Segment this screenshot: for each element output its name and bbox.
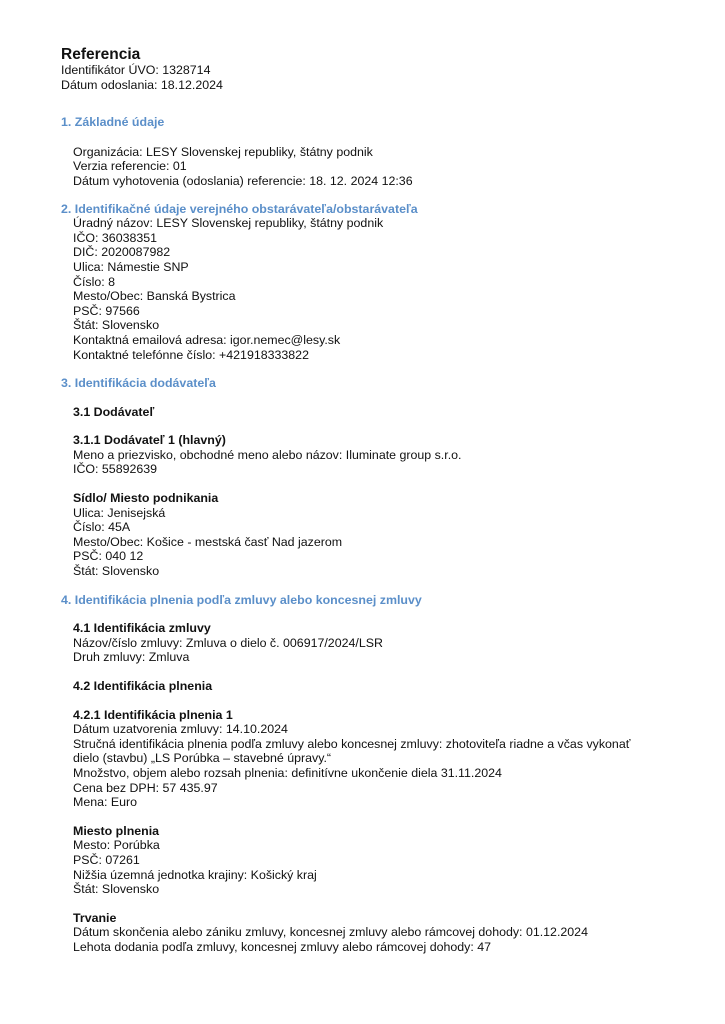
place-city-line: Mesto: Porúbka <box>73 838 160 853</box>
seat-heading: Sídlo/ Miesto podnikania <box>73 491 219 506</box>
seat-country-line: Štát: Slovensko <box>73 564 160 579</box>
delivery-period-line: Lehota dodania podľa zmluvy, koncesnej zmluvy alebo rámcovej dohody: 47 <box>73 939 492 954</box>
supplier-subheading: 3.1 Dodávateľ <box>73 404 155 419</box>
number-line: Číslo: 8 <box>73 274 116 289</box>
section-2-body <box>73 216 681 362</box>
place-heading: Miesto plnenia <box>73 823 160 838</box>
postal-code-line: PSČ: 97566 <box>73 303 140 318</box>
place-region-line: Nižšia územná jednotka krajiny: Košický kraj <box>73 867 317 882</box>
document-page <box>61 46 681 955</box>
supplier-1-subheading: 3.1.1 Dodávateľ 1 (hlavný) <box>73 433 226 448</box>
section-4-heading: 4. Identifikácia plnenia podľa zmluvy alebo koncesnej zmluvy <box>61 592 422 607</box>
contract-date-line: Dátum uzatvorenia zmluvy: 14.10.2024 <box>73 722 288 737</box>
section-3-heading: 3. Identifikácia dodávateľa <box>61 376 216 391</box>
reference-date-line: Dátum vyhotovenia (odoslania) referencie: 18. 12. 2024 12:36 <box>73 173 413 188</box>
seat-number-line: Číslo: 45A <box>73 520 131 535</box>
dic-line: DIČ: 2020087982 <box>73 245 171 260</box>
performance-description: Stručná identifikácia plnenia podľa zmluvy alebo koncesnej zmluvy: zhotoviteľa riadne a včas vykonať dielo (stavbu) „LS Porúbka – stavebné úpravy.“ <box>73 736 631 766</box>
price-line: Cena bez DPH: 57 435.97 <box>73 780 218 795</box>
supplier-name-line: Meno a priezvisko, obchodné meno alebo názov: Iluminate group s.r.o. <box>73 447 462 462</box>
seat-postal-code-line: PSČ: 040 12 <box>73 549 144 564</box>
section-3-body <box>73 405 681 579</box>
performance-identification-subheading: 4.2 Identifikácia plnenia <box>73 679 213 693</box>
section-1-heading: 1. Základné údaje <box>61 115 165 130</box>
street-line: Ulica: Námestie SNP <box>73 259 189 274</box>
performance-scope-line: Množstvo, objem alebo rozsah plnenia: definitívne ukončenie diela 31.11.2024 <box>73 765 502 780</box>
official-name-line: Úradný názov: LESY Slovenskej republiky, štátny podnik <box>73 216 384 231</box>
city-line: Mesto/Obec: Banská Bystrica <box>73 289 236 304</box>
contact-email-line: Kontaktná emailová adresa: igor.nemec@lesy.sk <box>73 332 341 347</box>
ico-line: IČO: 36038351 <box>73 230 158 245</box>
seat-street-line: Ulica: Jenisejská <box>73 505 166 520</box>
country-line: Štát: Slovensko <box>73 318 160 333</box>
organization-line: Organizácia: LESY Slovenskej republiky, štátny podnik <box>73 144 373 159</box>
place-postal-code-line: PSČ: 07261 <box>73 852 140 867</box>
uvo-identifier: Identifikátor ÚVO: 1328714 <box>61 63 211 77</box>
contract-identification-subheading: 4.1 Identifikácia zmluvy <box>73 621 211 636</box>
contract-end-date-line: Dátum skončenia alebo zániku zmluvy, koncesnej zmluvy alebo rámcovej dohody: 01.12.2024 <box>73 925 588 940</box>
reference-version-line: Verzia referencie: 01 <box>73 159 187 174</box>
duration-heading: Trvanie <box>73 910 117 925</box>
currency-line: Mena: Euro <box>73 795 138 810</box>
performance-1-subheading: 4.2.1 Identifikácia plnenia 1 <box>73 707 233 722</box>
section-4-body <box>73 621 681 954</box>
sent-date: Dátum odoslania: 18.12.2024 <box>61 77 223 92</box>
section-1-body <box>73 145 681 189</box>
supplier-ico-line: IČO: 55892639 <box>73 462 158 477</box>
section-2-heading: 2. Identifikačné údaje verejného obstarávateľa/obstarávateľa <box>61 201 418 216</box>
seat-city-line: Mesto/Obec: Košice - mestská časť Nad jazerom <box>73 534 343 549</box>
place-country-line: Štát: Slovensko <box>73 882 160 897</box>
contract-name-line: Názov/číslo zmluvy: Zmluva o dielo č. 006917/2024/LSR <box>73 635 383 650</box>
contact-phone-line: Kontaktné telefónne číslo: +421918333822 <box>73 347 309 362</box>
document-title: Referencia <box>61 46 141 63</box>
contract-type-line: Druh zmluvy: Zmluva <box>73 650 190 665</box>
